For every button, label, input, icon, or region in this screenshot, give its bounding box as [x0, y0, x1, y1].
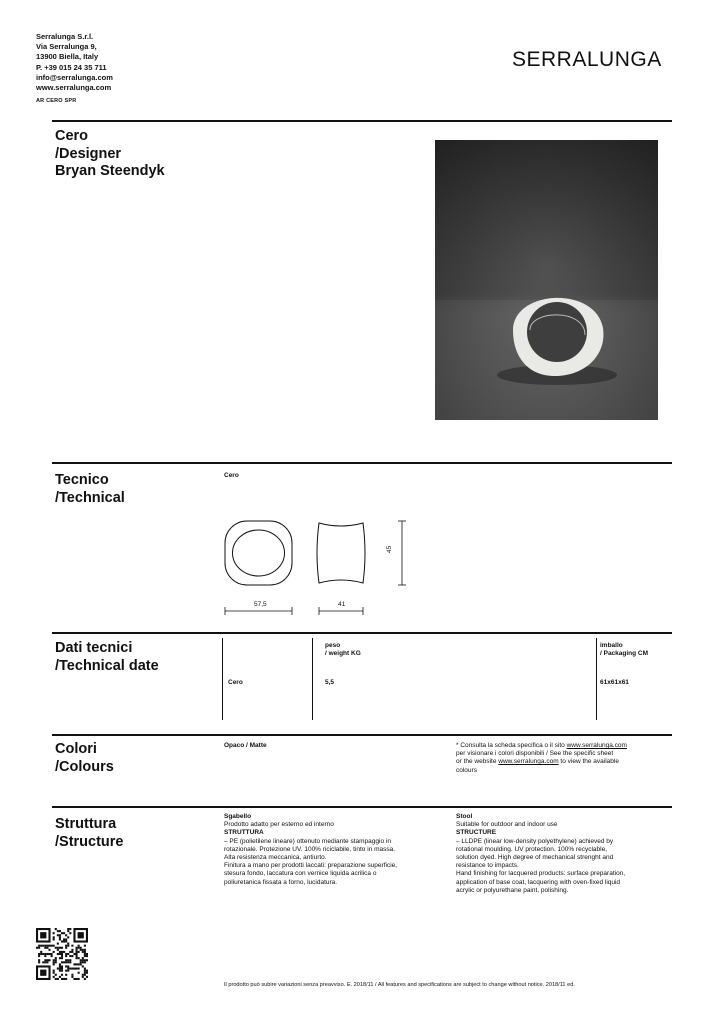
company-street: Via Serralunga 9,	[36, 42, 97, 52]
structure-italian-line: Alta resistenza meccanica, antiurto.	[224, 854, 327, 862]
qr-code-icon[interactable]	[36, 928, 88, 980]
structure-italian-line: rotazionale. Protezione UV. 100% riciclabile, tinto in massa.	[224, 845, 396, 853]
colours-title	[55, 741, 114, 776]
divider-data	[52, 632, 672, 634]
technical-title	[55, 472, 125, 507]
company-email[interactable]: info@serralunga.com	[36, 72, 113, 82]
colour-finish: Opaco / Matte	[224, 742, 267, 749]
weight-header-it: peso	[325, 642, 341, 649]
product-photo	[435, 140, 658, 420]
product-reference: AR CERO SPR	[36, 98, 77, 104]
divider-colours	[52, 734, 672, 736]
structure-italian	[224, 813, 449, 887]
company-city: 13900 Biella, Italy	[36, 52, 99, 62]
footer-disclaimer: Il prodotto può subire variazioni senza preavviso. E. 2018/11 / All features and specifications are subject to change without notice. 2018/11 ed.	[224, 982, 575, 988]
technical-drawing	[222, 515, 412, 620]
colour-note-link-1[interactable]: www.serralunga.com	[566, 742, 627, 749]
company-website[interactable]: www.serralunga.com	[36, 83, 112, 93]
divider-technical	[52, 462, 672, 464]
packaging-header-it: imballo	[600, 642, 623, 649]
company-phone: P. +39 015 24 35 711	[36, 62, 107, 72]
colours-title-it: Colori	[55, 741, 97, 757]
colour-note-text-5: colours	[456, 766, 477, 774]
structure-english-line: Suitable for outdoor and indoor use	[456, 821, 558, 829]
structure-italian-heading: Sgabello	[224, 813, 252, 820]
structure-title	[55, 816, 124, 851]
dimension-depth: 41	[338, 601, 346, 608]
structure-italian-line: Finitura a mano per prodotti laccati: preparazione superficie,	[224, 862, 398, 870]
column-divider-3	[596, 638, 597, 720]
divider-structure	[52, 806, 672, 808]
data-title-it: Dati tecnici	[55, 640, 133, 656]
colours-title-en: /Colours	[55, 758, 114, 775]
structure-italian-line: poliuretanica fissata a forno, lucidatura.	[224, 878, 338, 886]
packaging-header	[600, 642, 648, 658]
structure-english	[456, 813, 681, 895]
structure-english-line: solution dyed. High degree of mechanical strenght and	[456, 854, 614, 862]
technical-title-it: Tecnico	[55, 472, 109, 488]
colour-note-text-2: per visionare i colori disponibili / See the specific sheet	[456, 750, 614, 758]
packaging-header-en: / Packaging CM	[600, 650, 649, 658]
structure-english-line: acrylic or polyurethane paint, polishing.	[456, 886, 569, 894]
structure-english-line: resistance to impacts.	[456, 862, 519, 870]
colour-note-link-2[interactable]: www.serralunga.com	[498, 758, 559, 766]
company-name: Serralunga S.r.l.	[36, 32, 94, 41]
brand-logo: SERRALUNGA	[512, 48, 662, 71]
structure-italian-line: stesura fondo, laccatura con vernice liquida acrilica o	[224, 870, 377, 878]
designer-name: Bryan Steendyk	[55, 163, 165, 179]
structure-english-line: application of base coat, lacquering with oven-fixed liquid	[456, 878, 621, 886]
structure-english-line: rotational moulding. UV protection. 100% recyclable,	[456, 845, 608, 853]
data-title-en: /Technical date	[55, 657, 159, 674]
structure-italian-line: Prodotto adatto per esterno ed interno	[224, 821, 334, 829]
column-divider-1	[222, 638, 223, 720]
structure-english-line: Hand finishing for lacquered products: surface preparation,	[456, 870, 626, 878]
weight-header	[325, 642, 361, 658]
weight-header-en: / weight KG	[325, 650, 361, 658]
structure-english-line: STRUCTURE	[456, 829, 497, 837]
technical-title-en: /Technical	[55, 489, 125, 506]
column-divider-2	[312, 638, 313, 720]
data-title	[55, 640, 159, 675]
data-row-weight: 5,5	[325, 679, 335, 686]
divider-product	[52, 120, 672, 122]
colour-note	[456, 742, 676, 775]
colour-note-text-3: or the website	[456, 758, 499, 766]
dimension-width: 57,5	[254, 601, 267, 608]
data-row-name: Cero	[228, 679, 243, 686]
data-row-packaging: 61x61x61	[600, 679, 629, 686]
technical-product-label: Cero	[224, 472, 239, 479]
structure-italian-line: STRUTTURA	[224, 829, 264, 837]
colour-note-text-4: to view the available	[558, 758, 619, 766]
structure-english-line: – LLDPE (linear low-density polyethylene) achieved by	[456, 837, 614, 845]
structure-title-it: Struttura	[55, 816, 117, 832]
product-name: Cero	[55, 128, 89, 144]
structure-english-heading: Stool	[456, 813, 473, 820]
company-address	[36, 32, 113, 93]
structure-italian-line: – PE (polietilene lineare) ottenuto mediante stampaggio in	[224, 837, 391, 845]
structure-title-en: /Structure	[55, 833, 124, 850]
colour-note-text-1: * Consulta la scheda specifica o il sito	[456, 742, 567, 749]
product-title	[55, 128, 165, 181]
dimension-height: 45	[386, 545, 393, 553]
designer-label: /Designer	[55, 145, 122, 162]
